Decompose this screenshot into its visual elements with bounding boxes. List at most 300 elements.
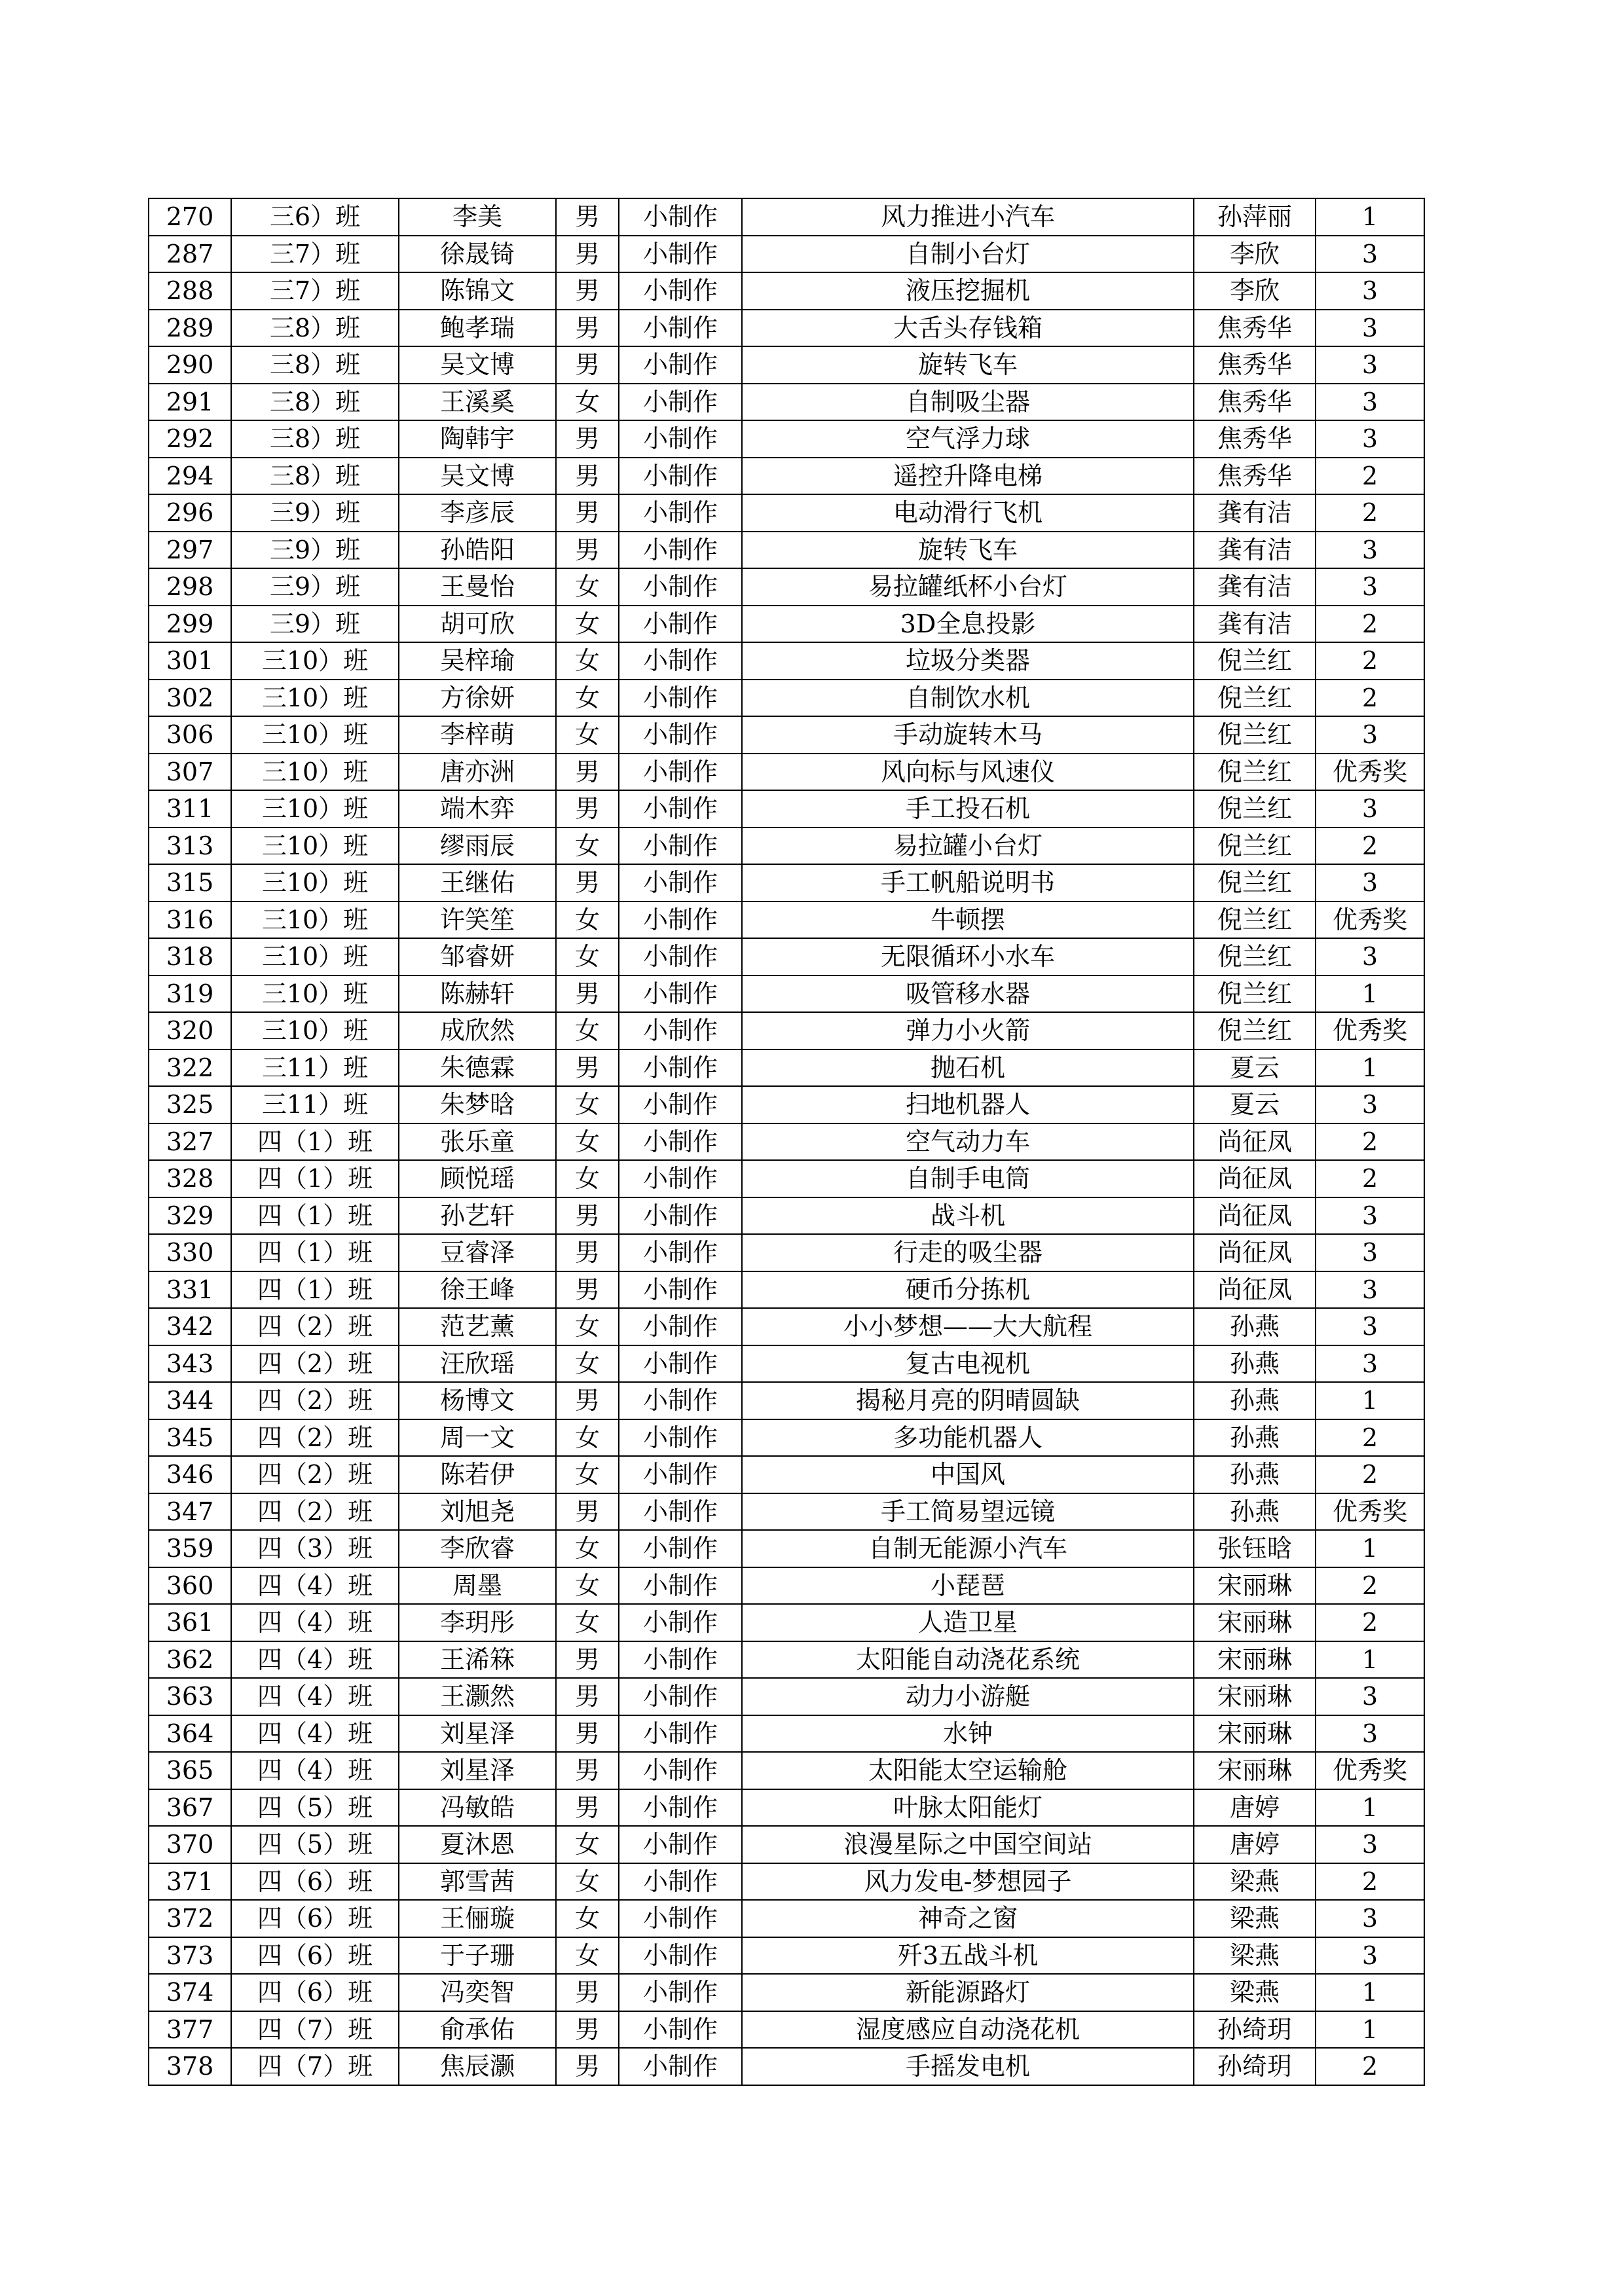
gender-cell: 男 — [556, 1382, 619, 1419]
entry-number-cell: 365 — [149, 1752, 231, 1789]
entry-number-cell: 301 — [149, 642, 231, 680]
work-title-cell: 易拉罐纸杯小台灯 — [742, 568, 1194, 606]
table-row — [149, 716, 1424, 754]
teacher-cell: 梁燕 — [1194, 1863, 1316, 1901]
student-name-cell: 王曼怡 — [399, 568, 556, 606]
student-name-cell: 李彦辰 — [399, 494, 556, 532]
student-name-cell: 端木弈 — [399, 790, 556, 828]
category-cell: 小制作 — [619, 1974, 742, 2011]
class-cell: 四（1）班 — [231, 1197, 399, 1235]
entry-number-cell: 320 — [149, 1012, 231, 1049]
table-row — [149, 1937, 1424, 1975]
gender-cell: 男 — [556, 310, 619, 347]
teacher-cell: 焦秀华 — [1194, 420, 1316, 458]
work-title-cell: 大舌头存钱箱 — [742, 310, 1194, 347]
category-cell: 小制作 — [619, 1345, 742, 1383]
student-name-cell: 吴梓瑜 — [399, 642, 556, 680]
student-name-cell: 王浠箖 — [399, 1641, 556, 1679]
gender-cell: 女 — [556, 1123, 619, 1161]
class-cell: 三8）班 — [231, 310, 399, 347]
work-title-cell: 易拉罐小台灯 — [742, 828, 1194, 865]
category-cell: 小制作 — [619, 1937, 742, 1975]
award-level-cell: 2 — [1316, 458, 1424, 495]
entry-number-cell: 367 — [149, 1789, 231, 1827]
entry-number-cell: 360 — [149, 1567, 231, 1605]
table-row — [149, 1419, 1424, 1457]
category-cell: 小制作 — [619, 1752, 742, 1789]
table-row — [149, 1160, 1424, 1197]
award-level-cell: 3 — [1316, 236, 1424, 273]
award-level-cell: 3 — [1316, 1345, 1424, 1383]
student-name-cell: 李玥彤 — [399, 1604, 556, 1641]
gender-cell: 男 — [556, 346, 619, 384]
student-name-cell: 王灏然 — [399, 1678, 556, 1715]
student-name-cell: 刘星泽 — [399, 1752, 556, 1789]
student-name-cell: 缪雨辰 — [399, 828, 556, 865]
gender-cell: 女 — [556, 642, 619, 680]
class-cell: 三9）班 — [231, 494, 399, 532]
student-name-cell: 汪欣瑶 — [399, 1345, 556, 1383]
class-cell: 四（4）班 — [231, 1715, 399, 1753]
category-cell: 小制作 — [619, 1234, 742, 1271]
work-title-cell: 风向标与风速仪 — [742, 754, 1194, 791]
teacher-cell: 倪兰红 — [1194, 716, 1316, 754]
work-title-cell: 太阳能太空运输舱 — [742, 1752, 1194, 1789]
entry-number-cell: 297 — [149, 532, 231, 569]
gender-cell: 男 — [556, 532, 619, 569]
teacher-cell: 宋丽琳 — [1194, 1715, 1316, 1753]
entry-number-cell: 331 — [149, 1271, 231, 1309]
work-title-cell: 歼3五战斗机 — [742, 1937, 1194, 1975]
category-cell: 小制作 — [619, 1900, 742, 1937]
entry-number-cell: 374 — [149, 1974, 231, 2011]
table-row — [149, 494, 1424, 532]
category-cell: 小制作 — [619, 716, 742, 754]
table-row — [149, 458, 1424, 495]
entry-number-cell: 371 — [149, 1863, 231, 1901]
work-title-cell: 旋转飞车 — [742, 532, 1194, 569]
table-row — [149, 2048, 1424, 2085]
entry-number-cell: 370 — [149, 1826, 231, 1863]
gender-cell: 男 — [556, 1974, 619, 2011]
work-title-cell: 遥控升降电梯 — [742, 458, 1194, 495]
work-title-cell: 自制饮水机 — [742, 680, 1194, 717]
student-name-cell: 张乐童 — [399, 1123, 556, 1161]
entry-number-cell: 364 — [149, 1715, 231, 1753]
entry-number-cell: 291 — [149, 384, 231, 421]
gender-cell: 女 — [556, 1345, 619, 1383]
class-cell: 三10）班 — [231, 680, 399, 717]
table-row — [149, 1678, 1424, 1715]
entry-number-cell: 318 — [149, 938, 231, 975]
award-level-cell: 3 — [1316, 864, 1424, 902]
class-cell: 四（5）班 — [231, 1826, 399, 1863]
award-level-cell: 2 — [1316, 1123, 1424, 1161]
teacher-cell: 宋丽琳 — [1194, 1752, 1316, 1789]
work-title-cell: 空气浮力球 — [742, 420, 1194, 458]
class-cell: 四（4）班 — [231, 1604, 399, 1641]
student-name-cell: 焦辰灏 — [399, 2048, 556, 2085]
teacher-cell: 孙燕 — [1194, 1456, 1316, 1493]
award-level-cell: 2 — [1316, 1160, 1424, 1197]
award-level-cell: 3 — [1316, 1937, 1424, 1975]
gender-cell: 女 — [556, 1863, 619, 1901]
student-name-cell: 王继佑 — [399, 864, 556, 902]
entry-number-cell: 327 — [149, 1123, 231, 1161]
student-name-cell: 李美 — [399, 198, 556, 236]
gender-cell: 女 — [556, 1530, 619, 1567]
table-row — [149, 1530, 1424, 1567]
teacher-cell: 焦秀华 — [1194, 346, 1316, 384]
entry-number-cell: 306 — [149, 716, 231, 754]
award-list-table — [148, 198, 1425, 2086]
student-name-cell: 顾悦瑶 — [399, 1160, 556, 1197]
category-cell: 小制作 — [619, 1604, 742, 1641]
student-name-cell: 豆睿泽 — [399, 1234, 556, 1271]
student-name-cell: 孙艺轩 — [399, 1197, 556, 1235]
entry-number-cell: 296 — [149, 494, 231, 532]
entry-number-cell: 342 — [149, 1308, 231, 1345]
entry-number-cell: 313 — [149, 828, 231, 865]
award-level-cell: 2 — [1316, 1863, 1424, 1901]
student-name-cell: 周一文 — [399, 1419, 556, 1457]
work-title-cell: 手动旋转木马 — [742, 716, 1194, 754]
class-cell: 三11）班 — [231, 1086, 399, 1123]
award-level-cell: 2 — [1316, 606, 1424, 643]
teacher-cell: 唐婷 — [1194, 1826, 1316, 1863]
class-cell: 三10）班 — [231, 975, 399, 1013]
teacher-cell: 梁燕 — [1194, 1900, 1316, 1937]
class-cell: 三8）班 — [231, 346, 399, 384]
teacher-cell: 尚征凤 — [1194, 1271, 1316, 1309]
category-cell: 小制作 — [619, 198, 742, 236]
table-row — [149, 1715, 1424, 1753]
work-title-cell: 手工投石机 — [742, 790, 1194, 828]
category-cell: 小制作 — [619, 606, 742, 643]
table-row — [149, 1493, 1424, 1531]
award-level-cell: 1 — [1316, 198, 1424, 236]
table-row — [149, 1567, 1424, 1605]
category-cell: 小制作 — [619, 1678, 742, 1715]
table-row — [149, 1012, 1424, 1049]
gender-cell: 男 — [556, 1641, 619, 1679]
student-name-cell: 周墨 — [399, 1567, 556, 1605]
teacher-cell: 梁燕 — [1194, 1937, 1316, 1975]
entry-number-cell: 377 — [149, 2011, 231, 2049]
category-cell: 小制作 — [619, 1863, 742, 1901]
award-level-cell: 1 — [1316, 1049, 1424, 1087]
class-cell: 四（4）班 — [231, 1752, 399, 1789]
category-cell: 小制作 — [619, 1826, 742, 1863]
student-name-cell: 陶韩宇 — [399, 420, 556, 458]
teacher-cell: 龚有洁 — [1194, 568, 1316, 606]
teacher-cell: 孙燕 — [1194, 1345, 1316, 1383]
entry-number-cell: 359 — [149, 1530, 231, 1567]
table-row — [149, 236, 1424, 273]
gender-cell: 女 — [556, 716, 619, 754]
entry-number-cell: 347 — [149, 1493, 231, 1531]
award-level-cell: 3 — [1316, 346, 1424, 384]
entry-number-cell: 298 — [149, 568, 231, 606]
student-name-cell: 陈锦文 — [399, 272, 556, 310]
student-name-cell: 朱梦晗 — [399, 1086, 556, 1123]
category-cell: 小制作 — [619, 568, 742, 606]
work-title-cell: 揭秘月亮的阴晴圆缺 — [742, 1382, 1194, 1419]
gender-cell: 男 — [556, 1197, 619, 1235]
work-title-cell: 吸管移水器 — [742, 975, 1194, 1013]
gender-cell: 男 — [556, 1271, 619, 1309]
student-name-cell: 孙皓阳 — [399, 532, 556, 569]
entry-number-cell: 311 — [149, 790, 231, 828]
teacher-cell: 尚征凤 — [1194, 1160, 1316, 1197]
table-row — [149, 1197, 1424, 1235]
class-cell: 三10）班 — [231, 642, 399, 680]
class-cell: 三9）班 — [231, 532, 399, 569]
teacher-cell: 倪兰红 — [1194, 680, 1316, 717]
entry-number-cell: 363 — [149, 1678, 231, 1715]
work-title-cell: 3D全息投影 — [742, 606, 1194, 643]
table-row — [149, 1604, 1424, 1641]
class-cell: 三6）班 — [231, 198, 399, 236]
table-row — [149, 1789, 1424, 1827]
student-name-cell: 俞承佑 — [399, 2011, 556, 2049]
class-cell: 四（5）班 — [231, 1789, 399, 1827]
category-cell: 小制作 — [619, 2011, 742, 2049]
gender-cell: 女 — [556, 1419, 619, 1457]
table-row — [149, 1049, 1424, 1087]
class-cell: 四（6）班 — [231, 1974, 399, 2011]
entry-number-cell: 344 — [149, 1382, 231, 1419]
category-cell: 小制作 — [619, 1419, 742, 1457]
class-cell: 三9）班 — [231, 606, 399, 643]
student-name-cell: 李欣睿 — [399, 1530, 556, 1567]
work-title-cell: 战斗机 — [742, 1197, 1194, 1235]
category-cell: 小制作 — [619, 902, 742, 939]
teacher-cell: 宋丽琳 — [1194, 1678, 1316, 1715]
award-level-cell: 3 — [1316, 1197, 1424, 1235]
class-cell: 三10）班 — [231, 754, 399, 791]
teacher-cell: 尚征凤 — [1194, 1197, 1316, 1235]
teacher-cell: 孙绮玥 — [1194, 2048, 1316, 2085]
entry-number-cell: 362 — [149, 1641, 231, 1679]
teacher-cell: 龚有洁 — [1194, 606, 1316, 643]
class-cell: 四（4）班 — [231, 1567, 399, 1605]
gender-cell: 女 — [556, 938, 619, 975]
teacher-cell: 夏云 — [1194, 1086, 1316, 1123]
entry-number-cell: 319 — [149, 975, 231, 1013]
work-title-cell: 风力发电-梦想园子 — [742, 1863, 1194, 1901]
class-cell: 三8）班 — [231, 458, 399, 495]
table-row — [149, 532, 1424, 569]
teacher-cell: 倪兰红 — [1194, 754, 1316, 791]
entry-number-cell: 373 — [149, 1937, 231, 1975]
student-name-cell: 胡可欣 — [399, 606, 556, 643]
work-title-cell: 湿度感应自动浇花机 — [742, 2011, 1194, 2049]
work-title-cell: 空气动力车 — [742, 1123, 1194, 1161]
work-title-cell: 小琵琶 — [742, 1567, 1194, 1605]
table-row — [149, 1271, 1424, 1309]
gender-cell: 男 — [556, 2011, 619, 2049]
teacher-cell: 倪兰红 — [1194, 642, 1316, 680]
teacher-cell: 焦秀华 — [1194, 384, 1316, 421]
award-level-cell: 3 — [1316, 1678, 1424, 1715]
category-cell: 小制作 — [619, 864, 742, 902]
gender-cell: 女 — [556, 384, 619, 421]
work-title-cell: 水钟 — [742, 1715, 1194, 1753]
award-level-cell: 2 — [1316, 2048, 1424, 2085]
table-row — [149, 568, 1424, 606]
table-row — [149, 310, 1424, 347]
table-row — [149, 828, 1424, 865]
student-name-cell: 唐亦洲 — [399, 754, 556, 791]
student-name-cell: 鲍孝瑞 — [399, 310, 556, 347]
award-level-cell: 3 — [1316, 1308, 1424, 1345]
gender-cell: 女 — [556, 568, 619, 606]
teacher-cell: 孙萍丽 — [1194, 198, 1316, 236]
table-row — [149, 384, 1424, 421]
teacher-cell: 李欣 — [1194, 272, 1316, 310]
award-level-cell: 3 — [1316, 1234, 1424, 1271]
category-cell: 小制作 — [619, 642, 742, 680]
table-row — [149, 1456, 1424, 1493]
class-cell: 四（2）班 — [231, 1345, 399, 1383]
award-level-cell: 1 — [1316, 1382, 1424, 1419]
entry-number-cell: 290 — [149, 346, 231, 384]
category-cell: 小制作 — [619, 754, 742, 791]
teacher-cell: 龚有洁 — [1194, 494, 1316, 532]
table-row — [149, 1900, 1424, 1937]
student-name-cell: 陈赫轩 — [399, 975, 556, 1013]
class-cell: 三10）班 — [231, 828, 399, 865]
entry-number-cell: 307 — [149, 754, 231, 791]
work-title-cell: 新能源路灯 — [742, 1974, 1194, 2011]
class-cell: 四（2）班 — [231, 1419, 399, 1457]
award-level-cell: 优秀奖 — [1316, 1012, 1424, 1049]
work-title-cell: 人造卫星 — [742, 1604, 1194, 1641]
teacher-cell: 倪兰红 — [1194, 790, 1316, 828]
gender-cell: 男 — [556, 420, 619, 458]
category-cell: 小制作 — [619, 494, 742, 532]
table-row — [149, 1345, 1424, 1383]
class-cell: 三10）班 — [231, 1012, 399, 1049]
gender-cell: 男 — [556, 198, 619, 236]
category-cell: 小制作 — [619, 1382, 742, 1419]
award-level-cell: 3 — [1316, 1826, 1424, 1863]
student-name-cell: 成欣然 — [399, 1012, 556, 1049]
class-cell: 三9）班 — [231, 568, 399, 606]
award-level-cell: 3 — [1316, 1271, 1424, 1309]
gender-cell: 男 — [556, 790, 619, 828]
teacher-cell: 尚征凤 — [1194, 1123, 1316, 1161]
gender-cell: 女 — [556, 902, 619, 939]
teacher-cell: 夏云 — [1194, 1049, 1316, 1087]
table-body — [149, 198, 1424, 2085]
entry-number-cell: 372 — [149, 1900, 231, 1937]
category-cell: 小制作 — [619, 1160, 742, 1197]
class-cell: 四（7）班 — [231, 2048, 399, 2085]
award-level-cell: 1 — [1316, 1789, 1424, 1827]
gender-cell: 女 — [556, 606, 619, 643]
category-cell: 小制作 — [619, 790, 742, 828]
class-cell: 四（2）班 — [231, 1308, 399, 1345]
work-title-cell: 行走的吸尘器 — [742, 1234, 1194, 1271]
student-name-cell: 朱德霖 — [399, 1049, 556, 1087]
award-level-cell: 3 — [1316, 272, 1424, 310]
category-cell: 小制作 — [619, 458, 742, 495]
entry-number-cell: 345 — [149, 1419, 231, 1457]
table-row — [149, 606, 1424, 643]
table-row — [149, 902, 1424, 939]
gender-cell: 男 — [556, 1789, 619, 1827]
gender-cell: 男 — [556, 864, 619, 902]
table-row — [149, 272, 1424, 310]
award-level-cell: 优秀奖 — [1316, 754, 1424, 791]
class-cell: 三11）班 — [231, 1049, 399, 1087]
award-level-cell: 1 — [1316, 1530, 1424, 1567]
gender-cell: 男 — [556, 975, 619, 1013]
award-level-cell: 3 — [1316, 310, 1424, 347]
work-title-cell: 复古电视机 — [742, 1345, 1194, 1383]
work-title-cell: 电动滑行飞机 — [742, 494, 1194, 532]
class-cell: 四（3）班 — [231, 1530, 399, 1567]
student-name-cell: 冯奕智 — [399, 1974, 556, 2011]
gender-cell: 女 — [556, 1826, 619, 1863]
award-level-cell: 3 — [1316, 1715, 1424, 1753]
class-cell: 四（1）班 — [231, 1271, 399, 1309]
gender-cell: 女 — [556, 680, 619, 717]
category-cell: 小制作 — [619, 828, 742, 865]
gender-cell: 女 — [556, 1604, 619, 1641]
table-row — [149, 975, 1424, 1013]
entry-number-cell: 328 — [149, 1160, 231, 1197]
category-cell: 小制作 — [619, 1271, 742, 1309]
entry-number-cell: 289 — [149, 310, 231, 347]
table-row — [149, 1752, 1424, 1789]
gender-cell: 女 — [556, 1937, 619, 1975]
award-level-cell: 2 — [1316, 642, 1424, 680]
student-name-cell: 范艺薰 — [399, 1308, 556, 1345]
class-cell: 三8）班 — [231, 384, 399, 421]
table-row — [149, 2011, 1424, 2049]
student-name-cell: 徐晟锜 — [399, 236, 556, 273]
gender-cell: 男 — [556, 1493, 619, 1531]
class-cell: 四（4）班 — [231, 1641, 399, 1679]
category-cell: 小制作 — [619, 1123, 742, 1161]
entry-number-cell: 270 — [149, 198, 231, 236]
student-name-cell: 陈若伊 — [399, 1456, 556, 1493]
teacher-cell: 李欣 — [1194, 236, 1316, 273]
teacher-cell: 倪兰红 — [1194, 975, 1316, 1013]
category-cell: 小制作 — [619, 384, 742, 421]
category-cell: 小制作 — [619, 1012, 742, 1049]
teacher-cell: 孙燕 — [1194, 1382, 1316, 1419]
class-cell: 四（4）班 — [231, 1678, 399, 1715]
gender-cell: 女 — [556, 1160, 619, 1197]
work-title-cell: 自制手电筒 — [742, 1160, 1194, 1197]
class-cell: 三8）班 — [231, 420, 399, 458]
gender-cell: 男 — [556, 1234, 619, 1271]
teacher-cell: 孙燕 — [1194, 1308, 1316, 1345]
work-title-cell: 动力小游艇 — [742, 1678, 1194, 1715]
work-title-cell: 弹力小火箭 — [742, 1012, 1194, 1049]
work-title-cell: 手摇发电机 — [742, 2048, 1194, 2085]
class-cell: 四（6）班 — [231, 1863, 399, 1901]
work-title-cell: 神奇之窗 — [742, 1900, 1194, 1937]
class-cell: 四（2）班 — [231, 1382, 399, 1419]
work-title-cell: 自制无能源小汽车 — [742, 1530, 1194, 1567]
work-title-cell: 液压挖掘机 — [742, 272, 1194, 310]
category-cell: 小制作 — [619, 1493, 742, 1531]
